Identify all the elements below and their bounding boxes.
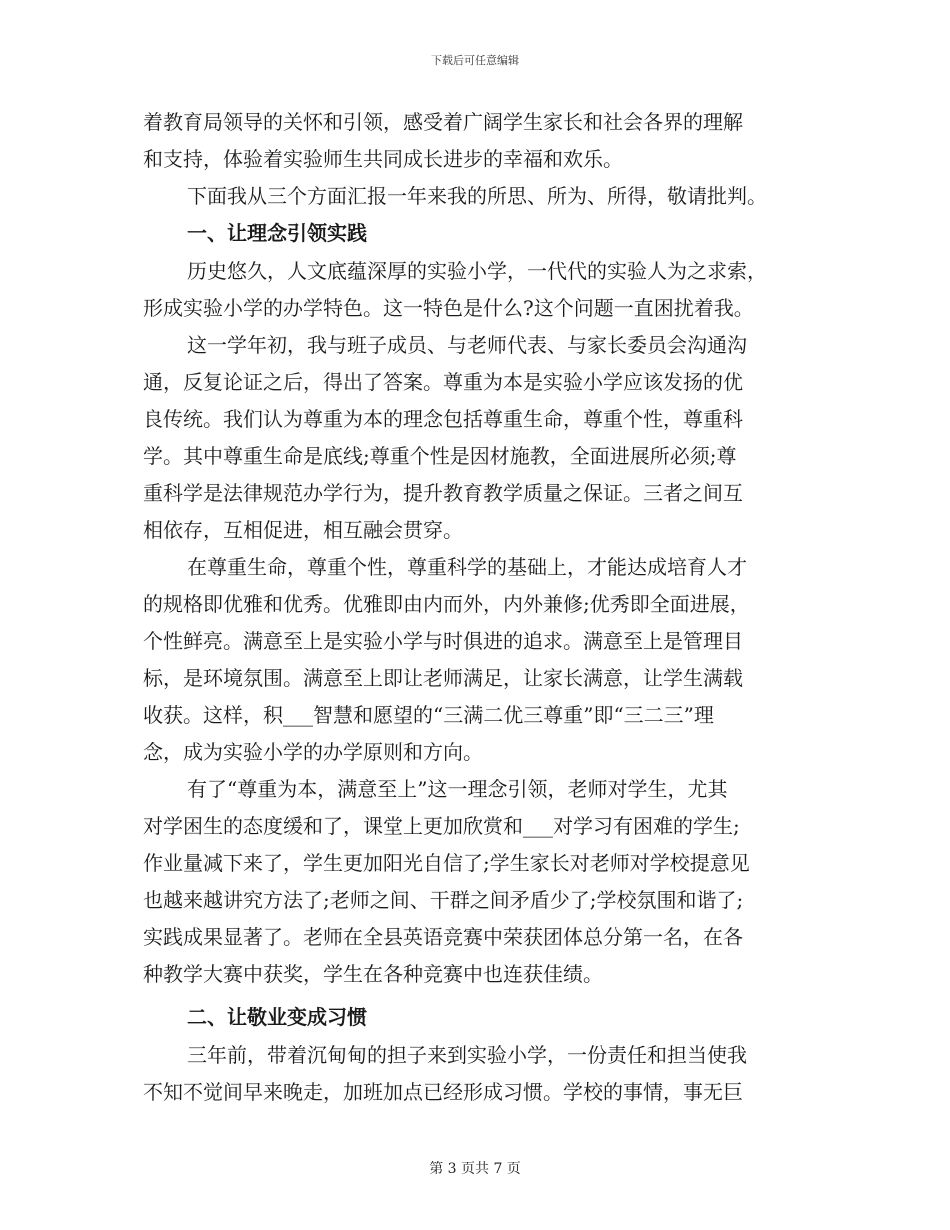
page-number-footer: 第 3 页共 7 页 (429, 1161, 521, 1177)
text-line: 历史悠久，人文底蕴深厚的实验小学，一代代的实验人为之求索， (187, 259, 767, 283)
text-line: 重科学是法律规范办学行为，提升教育教学质量之保证。三者之间互 (143, 481, 743, 505)
text-line: 下面我从三个方面汇报一年来我的所思、所为、所得，敬请批判。 (187, 184, 767, 208)
text-line: 着教育局领导的关怀和引领，感受着广阔学生家长和社会各界的理解 (143, 110, 743, 134)
text-line: 这一学年初，我与班子成员、与老师代表、与家长委员会沟通沟 (187, 333, 747, 357)
text-line: 形成实验小学的办学特色。这一特色是什么?这个问题一直困扰着我。 (143, 296, 754, 320)
text-line: 标，是环境氛围。满意至上即让老师满足，让家长满意，让学生满载 (143, 666, 743, 690)
text-line: 的规格即优雅和优秀。优雅即由内而外，内外兼修;优秀即全面进展， (143, 592, 750, 616)
page-header-note: 下载后可任意编辑 (431, 54, 519, 67)
text-line: 不知不觉间早来晚走，加班加点已经形成习惯。学校的事情，事无巨 (143, 1080, 743, 1104)
text-line: 在尊重生命，尊重个性，尊重科学的基础上，才能达成培育人才 (187, 555, 747, 579)
text-line: 良传统。我们认为尊重为本的理念包括尊重生命，尊重个性，尊重科 (143, 407, 743, 431)
text-line: 个性鲜亮。满意至上是实验小学与时俱进的追求。满意至上是管理目 (143, 629, 743, 653)
text-line: 有了“尊重为本，满意至上”这一理念引领，老师对学生，尤其 (187, 777, 728, 801)
text-line: 种教学大赛中获奖，学生在各种竞赛中也连获佳绩。 (143, 962, 603, 986)
text-line: 学。其中尊重生命是底线;尊重个性是因材施教，全面进展所必须;尊 (143, 444, 737, 468)
document-body (143, 104, 813, 1111)
text-line: 作业量减下来了，学生更加阳光自信了;学生家长对老师对学校提意见 (143, 851, 750, 875)
text-line: 实践成果显著了。老师在全县英语竞赛中荣获团体总分第一名，在各 (143, 925, 743, 949)
text-line: 收获。这样，积___智慧和愿望的“三满二优三尊重”即“三二三”理 (143, 703, 714, 727)
text-line: 也越来越讲究方法了;老师之间、干群之间矛盾少了;学校氛围和谐了; (143, 888, 744, 912)
text-line: 念，成为实验小学的办学原则和方向。 (143, 740, 483, 764)
text-line: 三年前，带着沉甸甸的担子来到实验小学，一份责任和担当使我 (187, 1043, 747, 1067)
section-heading-1: 一、让理念引领实践 (187, 221, 367, 245)
section-heading-2: 二、让敬业变成习惯 (187, 1005, 367, 1029)
text-line: 对学困生的态度缓和了，课堂上更加欣赏和___对学习有困难的学生; (143, 814, 740, 838)
text-line: 相依存，互相促进，相互融会贯穿。 (143, 518, 463, 542)
text-line: 和支持，体验着实验师生共同成长进步的幸福和欢乐。 (143, 147, 623, 171)
text-line: 通，反复论证之后，得出了答案。尊重为本是实验小学应该发扬的优 (143, 370, 743, 394)
